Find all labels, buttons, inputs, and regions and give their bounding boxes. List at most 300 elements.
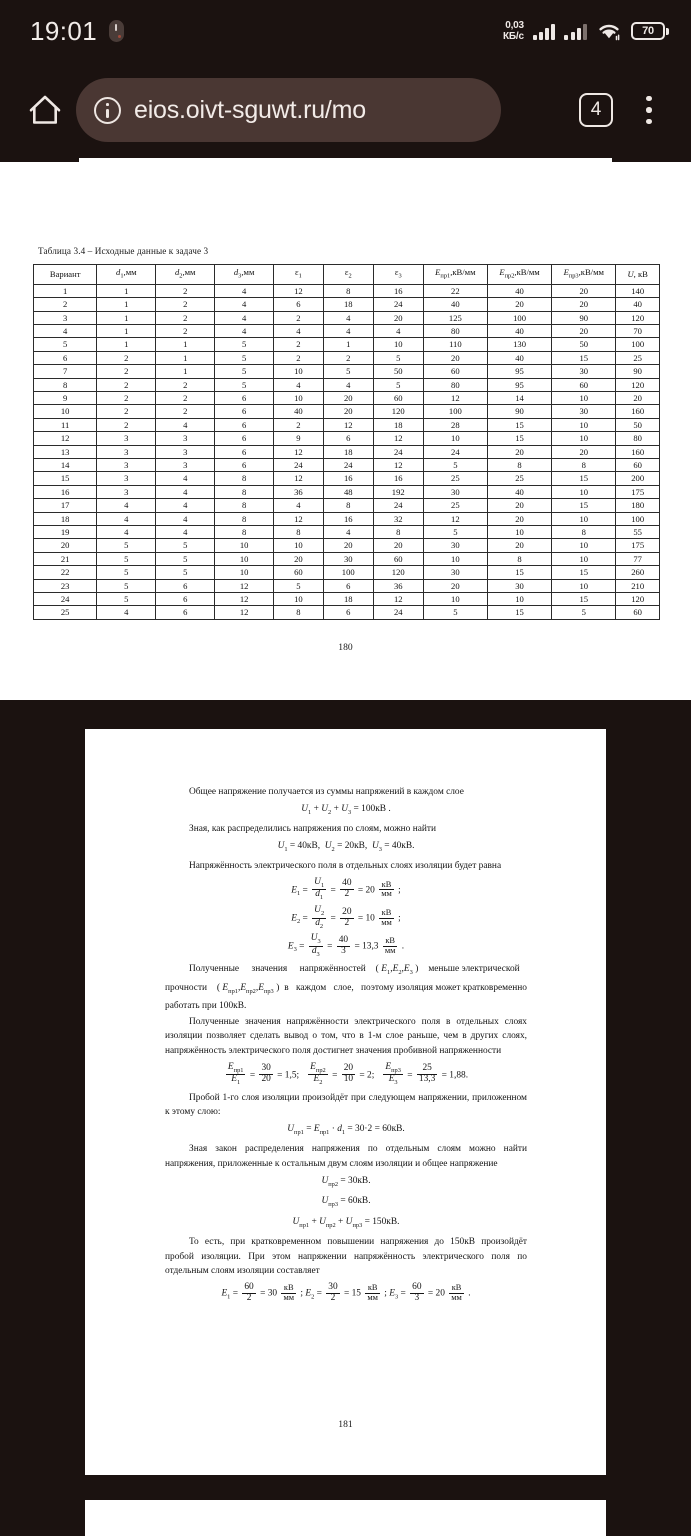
equation-E3: $E_3$ = $\frac{U_3}{d_3}$ = $\frac{40}{3}$ = 13,3 $\frac{кВ}{мм}$ . — [287, 933, 405, 958]
table-cell: 20 — [323, 391, 373, 404]
table-cell: 3 — [97, 432, 156, 445]
table-row — [34, 445, 660, 458]
equation-total-voltage: $U_1 + U_2 + U_3 = 100кВ$ . — [301, 803, 391, 816]
table-cell: 11 — [34, 418, 97, 431]
table-cell: 3 — [156, 432, 215, 445]
table-cell: 80 — [423, 324, 487, 337]
address-bar[interactable] — [76, 78, 501, 142]
paragraph-8: То есть, при кратковременном повышении напряжения до 150кВ произойдёт пробой изоляции. При этом напряжении напряжённость электрического поля по отдельным слоям изоляции составляет — [165, 1237, 527, 1277]
url-text[interactable]: eios.oivt-sguwt.ru/mo — [134, 95, 366, 124]
table-cell: 6 — [215, 391, 274, 404]
table-cell: 15 — [487, 606, 551, 619]
table-cell: 5 — [97, 593, 156, 606]
network-speed-indicator — [503, 20, 524, 42]
table-column-header: $d_3,мм$ — [215, 265, 274, 285]
table-cell: 1 — [97, 324, 156, 337]
table-cell: 2 — [34, 298, 97, 311]
table-cell: 22 — [34, 566, 97, 579]
table-cell: 4 — [97, 526, 156, 539]
table-cell: 4 — [215, 311, 274, 324]
table-cell: 7 — [34, 365, 97, 378]
table-row — [34, 485, 660, 498]
table-cell: 10 — [552, 391, 616, 404]
table-cell: 16 — [34, 485, 97, 498]
table-cell: 16 — [373, 472, 423, 485]
table-cell: 210 — [616, 579, 660, 592]
table-row — [34, 418, 660, 431]
table-cell: 5 — [97, 552, 156, 565]
table-cell: 30 — [552, 405, 616, 418]
table-column-header: $\varepsilon_2$ — [323, 265, 373, 285]
table-cell: 4 — [156, 512, 215, 525]
table-cell: 3 — [97, 445, 156, 458]
table-row — [34, 552, 660, 565]
table-cell: 25 — [34, 606, 97, 619]
table-cell: 14 — [487, 391, 551, 404]
table-row — [34, 526, 660, 539]
table-cell: 8 — [215, 472, 274, 485]
table-cell: 10 — [552, 539, 616, 552]
table-column-header: $d_2,мм$ — [156, 265, 215, 285]
table-row — [34, 311, 660, 324]
table-cell: 10 — [552, 418, 616, 431]
table-cell: 100 — [616, 512, 660, 525]
table-cell: 10 — [34, 405, 97, 418]
table-row — [34, 499, 660, 512]
paragraph-1: Общее напряжение получается из суммы напряжений в каждом слое — [189, 787, 464, 797]
table-cell: 15 — [552, 593, 616, 606]
paragraph-5: Полученные значения напряжённости электрического поля в отдельных слоях изоляции позволяет сделать вывод о том, что в 1-м слое раньше, чем в других слоях, напряжённость электрического поля достигнет значения пробивной напряженности — [165, 1016, 527, 1056]
table-row — [34, 378, 660, 391]
table-cell: 5 — [215, 338, 274, 351]
table-cell: 1 — [156, 351, 215, 364]
table-cell: 20 — [423, 579, 487, 592]
table-cell: 15 — [552, 472, 616, 485]
table-cell: 3 — [34, 311, 97, 324]
table-cell: 10 — [552, 432, 616, 445]
table-cell: 6 — [156, 579, 215, 592]
table-cell: 120 — [616, 593, 660, 606]
table-cell: 4 — [215, 298, 274, 311]
table-cell: 10 — [423, 432, 487, 445]
table-column-header: Вариант — [34, 265, 97, 285]
table-cell: 5 — [552, 606, 616, 619]
table-cell: 5 — [156, 552, 215, 565]
paragraph-2: Зная, как распределились напряжения по слоям, можно найти — [189, 824, 437, 835]
table-cell: 25 — [423, 499, 487, 512]
table-cell: 10 — [215, 566, 274, 579]
table-cell: 10 — [274, 391, 324, 404]
table-cell: 4 — [156, 499, 215, 512]
tab-switcher-button[interactable] — [573, 87, 619, 133]
table-cell: 10 — [274, 593, 324, 606]
table-cell: 36 — [373, 579, 423, 592]
table-cell: 19 — [34, 526, 97, 539]
table-row — [34, 579, 660, 592]
table-cell: 20 — [373, 539, 423, 552]
table-cell: 30 — [323, 552, 373, 565]
table-cell: 12 — [373, 432, 423, 445]
equation-E2: $E_2$ = $\frac{U_2}{d_2}$ = $\frac{20}{2}$ = 10 $\frac{кВ}{мм}$ ; — [291, 904, 401, 930]
table-cell: 18 — [323, 593, 373, 606]
table-column-header: $E_{пр2},кВ/мм$ — [487, 265, 551, 285]
table-cell: 8 — [274, 526, 324, 539]
table-row — [34, 324, 660, 337]
table-cell: 20 — [616, 391, 660, 404]
table-cell: 8 — [552, 459, 616, 472]
table-cell: 1 — [156, 365, 215, 378]
table-cell: 4 — [373, 324, 423, 337]
table-cell: 3 — [97, 459, 156, 472]
table-caption: Таблица 3.4 – Исходные данные к задаче 3 — [38, 246, 209, 256]
table-cell: 21 — [34, 552, 97, 565]
table-cell: 20 — [552, 324, 616, 337]
table-cell: 1 — [97, 338, 156, 351]
table-cell: 20 — [552, 298, 616, 311]
table-cell: 120 — [373, 405, 423, 418]
status-bar-left — [30, 16, 124, 47]
table-cell: 6 — [215, 432, 274, 445]
table-cell: 18 — [323, 298, 373, 311]
table-cell: 1 — [97, 284, 156, 297]
table-cell: 18 — [323, 445, 373, 458]
table-cell: 5 — [215, 365, 274, 378]
table-cell: 5 — [373, 378, 423, 391]
table-cell: 8 — [373, 526, 423, 539]
table-cell: 4 — [156, 485, 215, 498]
table-cell: 15 — [487, 432, 551, 445]
table-cell: 10 — [274, 539, 324, 552]
table-cell: 30 — [552, 365, 616, 378]
table-cell: 20 — [487, 512, 551, 525]
table-cell: 4 — [156, 526, 215, 539]
signal-bars-icon — [533, 22, 556, 40]
table-cell: 160 — [616, 445, 660, 458]
table-cell: 8 — [323, 284, 373, 297]
table-cell: 160 — [616, 405, 660, 418]
equation-E1: $E_1$ = $\frac{U_1}{d_1}$ = $\frac{40}{2}$ = 20 $\frac{кВ}{мм}$ ; — [291, 876, 401, 902]
table-cell: 25 — [487, 472, 551, 485]
more-vertical-icon-dot — [646, 96, 652, 102]
table-row — [34, 459, 660, 472]
table-cell: 2 — [156, 298, 215, 311]
paragraph-4: Полученные значения напряжённостей ( $E_1,E_2,E_3$ ) меньше электрической прочности ( $E_{пр1},E_{пр2},E_{пр3}$ ) в каждом слое, поэтому изоляция может кратковременно работать при 100кВ. — [165, 964, 527, 1012]
table-cell: 1 — [156, 338, 215, 351]
table-cell: 14 — [34, 459, 97, 472]
table-cell: 260 — [616, 566, 660, 579]
table-cell: 1 — [323, 338, 373, 351]
table-cell: 12 — [274, 445, 324, 458]
table-cell: 12 — [423, 391, 487, 404]
table-cell: 10 — [423, 593, 487, 606]
table-cell: 6 — [274, 298, 324, 311]
table-cell: 12 — [215, 593, 274, 606]
equation-layer-voltages: $U_1 = 40кВ$, $U_2 = 20кВ$, $U_3 = 40кВ$. — [277, 840, 415, 853]
page-number-180: 180 — [338, 642, 353, 653]
table-cell: 32 — [373, 512, 423, 525]
table-cell: 2 — [274, 418, 324, 431]
document-page-181 — [85, 729, 606, 1475]
table-cell: 4 — [323, 324, 373, 337]
table-row — [34, 432, 660, 445]
table-cell: 10 — [487, 526, 551, 539]
table-cell: 18 — [373, 418, 423, 431]
table-cell: 20 — [373, 311, 423, 324]
table-cell: 8 — [34, 378, 97, 391]
table-cell: 6 — [215, 459, 274, 472]
document-page-180 — [0, 162, 691, 700]
table-cell: 2 — [156, 378, 215, 391]
table-cell: 20 — [34, 539, 97, 552]
table-cell: 6 — [156, 606, 215, 619]
table-row — [34, 472, 660, 485]
table-cell: 9 — [274, 432, 324, 445]
table-cell: 40 — [487, 284, 551, 297]
equation-upr2: $U_{пр2} = 30кВ$. — [321, 1175, 371, 1188]
table-cell: 60 — [373, 552, 423, 565]
more-options-button[interactable] — [629, 85, 669, 135]
table-cell: 40 — [274, 405, 324, 418]
table-cell: 5 — [323, 365, 373, 378]
table-cell: 2 — [274, 311, 324, 324]
equation-upr1: $U_{пр1} = E_{пр1} \cdot d_1 = 30\cdot 2 = 60кВ$. — [287, 1123, 405, 1136]
table-cell: 12 — [274, 284, 324, 297]
status-bar-right — [503, 20, 669, 42]
table-cell: 12 — [274, 512, 324, 525]
table-cell: 8 — [552, 526, 616, 539]
network-speed-value: 0,03 — [505, 20, 524, 31]
table-cell: 30 — [487, 579, 551, 592]
table-cell: 5 — [97, 579, 156, 592]
table-cell: 48 — [323, 485, 373, 498]
table-cell: 3 — [97, 485, 156, 498]
table-cell: 2 — [156, 405, 215, 418]
table-cell: 20 — [274, 552, 324, 565]
table-row — [34, 298, 660, 311]
battery-nub — [666, 28, 669, 35]
table-cell: 4 — [274, 499, 324, 512]
table-cell: 24 — [373, 298, 423, 311]
table-cell: 1 — [34, 284, 97, 297]
table-cell: 5 — [34, 338, 97, 351]
table-cell: 4 — [215, 324, 274, 337]
table-cell: 60 — [552, 378, 616, 391]
equation-breakdown-ratios: $\frac{E_{пр1}}{E_1}$ = $\frac{30}{20}$ = 1,5; $\frac{E_{пр2}}{E_2}$ = $\frac{20}{10}$ = 2; $\frac{E_{пр3}}{E_3}$ = $\frac{25}{13,3}$ = 1,88. — [227, 1061, 469, 1087]
table-cell: 120 — [616, 311, 660, 324]
table-cell: 24 — [373, 499, 423, 512]
home-button[interactable] — [22, 87, 68, 133]
table-cell: 24 — [323, 459, 373, 472]
table-cell: 24 — [373, 445, 423, 458]
signal-bars-icon-secondary — [564, 22, 587, 40]
table-cell: 90 — [487, 405, 551, 418]
table-cell: 6 — [215, 445, 274, 458]
table-cell: 6 — [323, 606, 373, 619]
table-cell: 110 — [423, 338, 487, 351]
equation-final-field-strengths: $E_1$ = $\frac{60}{2}$ = 30 $\frac{кВ}{мм}$ ; $E_2$ = $\frac{30}{2}$ = 15 $\frac{кВ}{мм}$ ; $E_3$ = $\frac{60}{3}$ = 20 $\frac{кВ}{мм}$ . — [221, 1281, 471, 1303]
table-cell: 23 — [34, 579, 97, 592]
table-cell: 8 — [323, 499, 373, 512]
table-cell: 10 — [552, 552, 616, 565]
table-cell: 90 — [616, 365, 660, 378]
table-cell: 40 — [487, 324, 551, 337]
table-cell: 12 — [373, 459, 423, 472]
table-cell: 28 — [423, 418, 487, 431]
table-row — [34, 284, 660, 297]
table-cell: 6 — [215, 405, 274, 418]
table-cell: 20 — [323, 539, 373, 552]
table-cell: 4 — [97, 512, 156, 525]
home-icon — [28, 93, 62, 127]
document-page-next — [85, 1500, 606, 1536]
table-cell: 20 — [487, 298, 551, 311]
table-cell: 80 — [423, 378, 487, 391]
camera-cutout-indicator — [109, 20, 124, 42]
table-cell: 24 — [373, 606, 423, 619]
table-cell: 18 — [34, 512, 97, 525]
table-cell: 4 — [97, 499, 156, 512]
table-cell: 5 — [423, 606, 487, 619]
table-cell: 5 — [423, 526, 487, 539]
table-cell: 5 — [373, 351, 423, 364]
table-row — [34, 405, 660, 418]
table-cell: 6 — [323, 432, 373, 445]
table-cell: 25 — [616, 351, 660, 364]
table-cell: 175 — [616, 539, 660, 552]
table-cell: 15 — [34, 472, 97, 485]
page-181-body — [165, 785, 527, 1309]
table-cell: 10 — [487, 593, 551, 606]
table-cell: 60 — [373, 391, 423, 404]
table-cell: 2 — [97, 418, 156, 431]
table-cell: 5 — [215, 378, 274, 391]
status-bar — [0, 0, 691, 62]
table-cell: 4 — [274, 378, 324, 391]
table-cell: 40 — [616, 298, 660, 311]
table-cell: 5 — [156, 566, 215, 579]
table-cell: 12 — [274, 472, 324, 485]
table-cell: 2 — [97, 365, 156, 378]
table-cell: 100 — [323, 566, 373, 579]
table-cell: 17 — [34, 499, 97, 512]
table-cell: 2 — [97, 351, 156, 364]
wifi-icon — [596, 21, 622, 41]
table-cell: 30 — [423, 485, 487, 498]
table-cell: 22 — [423, 284, 487, 297]
table-cell: 24 — [274, 459, 324, 472]
table-column-header: U, кВ — [616, 265, 660, 285]
table-cell: 25 — [423, 472, 487, 485]
equation-upr3: $U_{пр3} = 60кВ$. — [321, 1196, 371, 1208]
table-cell: 20 — [487, 445, 551, 458]
table-cell: 8 — [215, 485, 274, 498]
table-cell: 90 — [552, 311, 616, 324]
table-cell: 6 — [215, 418, 274, 431]
equation-upr-sum: $U_{пр1} + U_{пр2} + U_{пр3} = 150кВ$. — [292, 1216, 400, 1229]
table-cell: 40 — [487, 485, 551, 498]
table-column-header: $d_1,мм$ — [97, 265, 156, 285]
table-cell: 10 — [423, 552, 487, 565]
table-cell: 13 — [34, 445, 97, 458]
status-clock: 19:01 — [30, 15, 98, 46]
table-cell: 2 — [156, 324, 215, 337]
table-cell: 55 — [616, 526, 660, 539]
table-cell: 60 — [274, 566, 324, 579]
table-cell: 180 — [616, 499, 660, 512]
table-cell: 8 — [215, 526, 274, 539]
table-cell: 1 — [97, 298, 156, 311]
table-cell: 9 — [34, 391, 97, 404]
table-cell: 12 — [423, 512, 487, 525]
table-column-header: $\varepsilon_3$ — [373, 265, 423, 285]
table-cell: 192 — [373, 485, 423, 498]
table-cell: 36 — [274, 485, 324, 498]
table-cell: 12 — [323, 418, 373, 431]
table-cell: 10 — [552, 512, 616, 525]
new-tab-button[interactable] — [511, 84, 563, 136]
table-cell: 20 — [552, 445, 616, 458]
table-cell: 10 — [552, 579, 616, 592]
table-cell: 70 — [616, 324, 660, 337]
table-cell: 95 — [487, 365, 551, 378]
table-cell: 50 — [552, 338, 616, 351]
table-cell: 95 — [487, 378, 551, 391]
table-cell: 8 — [215, 512, 274, 525]
document-viewer[interactable] — [0, 162, 691, 1536]
table-cell: 4 — [156, 472, 215, 485]
paragraph-6: Пробой 1-го слоя изоляции произойдёт при следующем напряжении, приложенном к этому слою: — [165, 1092, 527, 1118]
table-cell: 2 — [323, 351, 373, 364]
table-cell: 2 — [156, 311, 215, 324]
table-cell: 1 — [97, 311, 156, 324]
table-cell: 4 — [34, 324, 97, 337]
table-cell: 2 — [97, 405, 156, 418]
table-cell: 2 — [97, 391, 156, 404]
table-cell: 2 — [274, 338, 324, 351]
table-cell: 40 — [423, 298, 487, 311]
table-cell: 100 — [423, 405, 487, 418]
table-cell: 5 — [97, 566, 156, 579]
table-cell: 30 — [423, 539, 487, 552]
table-cell: 100 — [616, 338, 660, 351]
table-cell: 10 — [215, 552, 274, 565]
table-cell: 8 — [487, 552, 551, 565]
table-cell: 4 — [323, 311, 373, 324]
table-cell: 175 — [616, 485, 660, 498]
table-cell: 3 — [156, 445, 215, 458]
network-speed-unit: КБ/с — [503, 31, 524, 42]
table-cell: 10 — [274, 365, 324, 378]
table-cell: 15 — [552, 499, 616, 512]
table-row — [34, 606, 660, 619]
table-cell: 5 — [423, 459, 487, 472]
table-cell: 12 — [215, 579, 274, 592]
table-cell: 3 — [97, 472, 156, 485]
table-cell: 12 — [34, 432, 97, 445]
paragraph-7: Зная закон распределения напряжения по отдельным слоям можно найти напряжения, приложенные к остальным двум слоям изоляции и общее напряжение — [165, 1144, 527, 1170]
paragraph-3: Напряжённость электрического поля в отдельных слоях изоляции будет равна — [189, 861, 502, 872]
table-row — [34, 351, 660, 364]
table-column-header: $E_{пр3},кВ/мм$ — [552, 265, 616, 285]
table-cell: 20 — [323, 405, 373, 418]
table-cell: 6 — [323, 579, 373, 592]
table-cell: 15 — [552, 351, 616, 364]
battery-icon — [631, 22, 669, 40]
table-cell: 4 — [156, 418, 215, 431]
table-cell: 2 — [97, 378, 156, 391]
site-info-icon[interactable] — [94, 97, 121, 124]
table-cell: 16 — [323, 512, 373, 525]
